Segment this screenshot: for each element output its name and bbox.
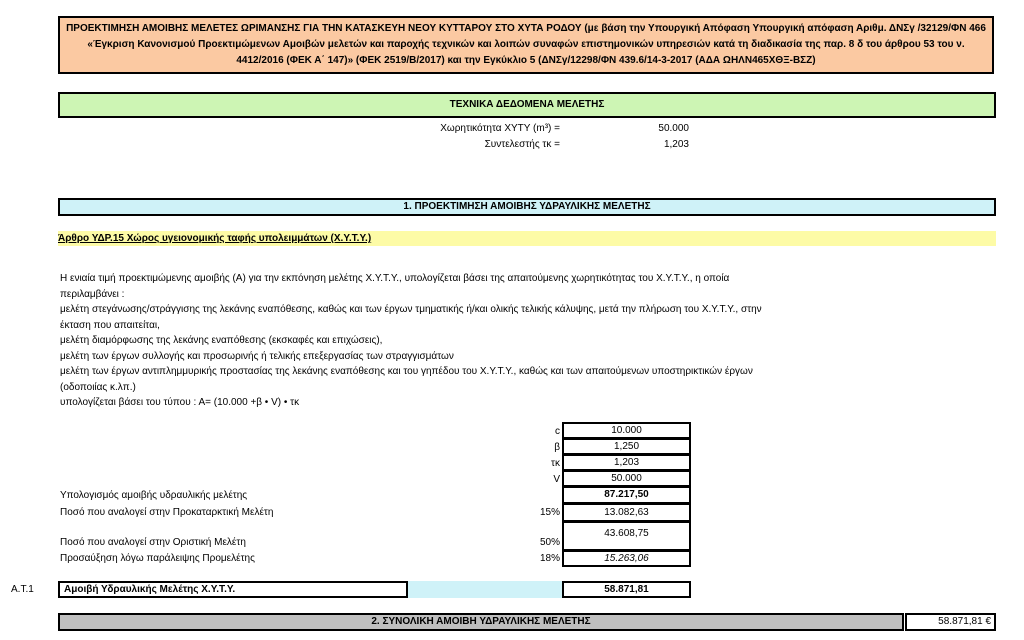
article-heading-text: Άρθρο ΥΔΡ.15 Χώρος υγειονομικής ταφής υπολειμμάτων (Χ.Υ.Τ.Υ.) (58, 233, 372, 244)
coefficient-label: Συντελεστής τκ = (484, 139, 560, 150)
param-value-tk[interactable]: 1,203 (562, 454, 691, 471)
paragraph-line: μελέτη στεγάνωσης/στράγγισης της λεκάνης εναπόθεσης, καθώς και των έργων τμηματικής ή/και ολικής τελικής κάλυψης, μετά την πλήρωση του Χ.Υ.Τ.Υ., στην (60, 304, 762, 315)
paragraph-line: μελέτη των έργων συλλογής και προσωρινής ή τελικής επεξεργασίας των στραγγισμάτων (60, 350, 454, 362)
header-line-1: ΠΡΟΕΚΤΙΜΗΣΗ ΑΜΟΙΒΗΣ ΜΕΛΕΤΕΣ ΩΡΙΜΑΝΣΗΣ ΓΙΑ ΤΗΝ ΚΑΤΑΣΚΕΥΗ ΝΕΟΥ ΚΥΤΤΑΡΟΥ ΣΤΟ ΧΥΤΑ ΡΟΔΟΥ (με βάση την Υπουργική Απόφαση Υπουργική απόφαση Αριθμ. ΔΝΣγ /32129/ΦΝ 466 (66, 23, 986, 34)
header-line-3: 4412/2016 (ΦΕΚ Α΄ 147)» (ΦΕΚ 2519/Β/2017) και την Εγκύκλιο 5 (ΔΝΣγ/12298/ΦΝ 439.6/14-3-2017 (ΑΔΑ ΩΗΛΝ465ΧΘΞ-ΒΣΖ) (236, 55, 816, 66)
tech-data-title: ΤΕΧΝΙΚΑ ΔΕΔΟΜΕΝΑ ΜΕΛΕΤΗΣ (58, 92, 996, 118)
final-percent: 50% (539, 537, 560, 548)
final-value[interactable]: 43.608,75 (562, 521, 691, 551)
prelim-label: Ποσό που αναλογεί στην Προκαταρκτική Μελέτη (60, 507, 274, 518)
fee-highlight-cell (408, 581, 562, 598)
param-value-v[interactable]: 50.000 (562, 470, 691, 487)
fee-label: Αμοιβή Υδραυλικής Μελέτης Χ.Υ.Τ.Υ. (58, 581, 408, 598)
total-value[interactable]: 58.871,81 € (905, 613, 996, 631)
header-line-2: «Έγκριση Κανονισμού Προεκτιμώμενων Αμοιβών μελετών και παροχής τεχνικών και λοιπών συναφών επιστημονικών υπηρεσιών κατά τη διαδικασία της παρ. 8 δ του άρθρου 53 του ν. (87, 39, 965, 50)
surcharge-label: Προσαύξηση λόγω παράλειψης Προμελέτης (60, 553, 255, 564)
paragraph-line: μελέτη διαμόρφωσης της λεκάνης εναπόθεσης (εκσκαφές και επιχώσεις), (60, 335, 383, 346)
final-label: Ποσό που αναλογεί στην Οριστική Μελέτη (60, 537, 246, 548)
param-value-c[interactable]: 10.000 (562, 422, 691, 439)
capacity-label: Χωρητικότητα ΧΥΤΥ (m³) = (440, 123, 560, 134)
calc-value[interactable]: 87.217,50 (562, 486, 691, 504)
paragraph-line: (οδοποιίας κ.λπ.) (60, 381, 136, 393)
prelim-value[interactable]: 13.082,63 (562, 503, 691, 522)
surcharge-value[interactable]: 15.263,06 (562, 550, 691, 567)
paragraph-line: υπολογίζεται βάσει του τύπου : Α= (10.000 +β • V) • τκ (60, 397, 300, 408)
surcharge-percent: 18% (539, 553, 560, 564)
document-header (58, 16, 994, 74)
param-label-beta: β (554, 442, 560, 453)
paragraph-line: περιλαμβάνει : (60, 288, 125, 300)
section-1-title: 1. ΠΡΟΕΚΤΙΜΗΣΗ ΑΜΟΙΒΗΣ ΥΔΡΑΥΛΙΚΗΣ ΜΕΛΕΤΗΣ (58, 198, 996, 216)
description-paragraph (60, 271, 840, 411)
prelim-percent: 15% (539, 507, 560, 518)
row-code: Α.Τ.1 (11, 584, 34, 595)
calc-label: Υπολογισμός αμοιβής υδραυλικής μελέτης (60, 490, 248, 501)
paragraph-line: έκταση που απαιτείται, (60, 319, 160, 331)
capacity-value[interactable]: 50.000 (658, 123, 689, 134)
param-label-tk: τκ (551, 458, 560, 469)
param-value-beta[interactable]: 1,250 (562, 438, 691, 455)
param-label-v: V (553, 474, 560, 485)
paragraph-line: μελέτη των έργων αντιπλημμυρικής προστασίας της λεκάνης εναπόθεσης και του γηπέδου του Χ.Υ.Τ.Υ., καθώς και των απαιτούμενων υποστηρικτικών έργων (60, 366, 753, 377)
paragraph-line: Η ενιαία τιμή προεκτιμώμενης αμοιβής (Α) για την εκπόνηση μελέτης Χ.Υ.Τ.Υ., υπολογίζεται βάσει της απαιτούμενης χωρητικότητας του Χ.Υ.Τ.Υ., η οποία (60, 273, 730, 284)
param-label-c: c (555, 426, 560, 437)
section-2-title: 2. ΣΥΝΟΛΙΚΗ ΑΜΟΙΒΗ ΥΔΡΑΥΛΙΚΗΣ ΜΕΛΕΤΗΣ (58, 613, 904, 631)
fee-value[interactable]: 58.871,81 (562, 581, 691, 598)
coefficient-value[interactable]: 1,203 (663, 139, 689, 150)
article-heading (58, 231, 996, 246)
